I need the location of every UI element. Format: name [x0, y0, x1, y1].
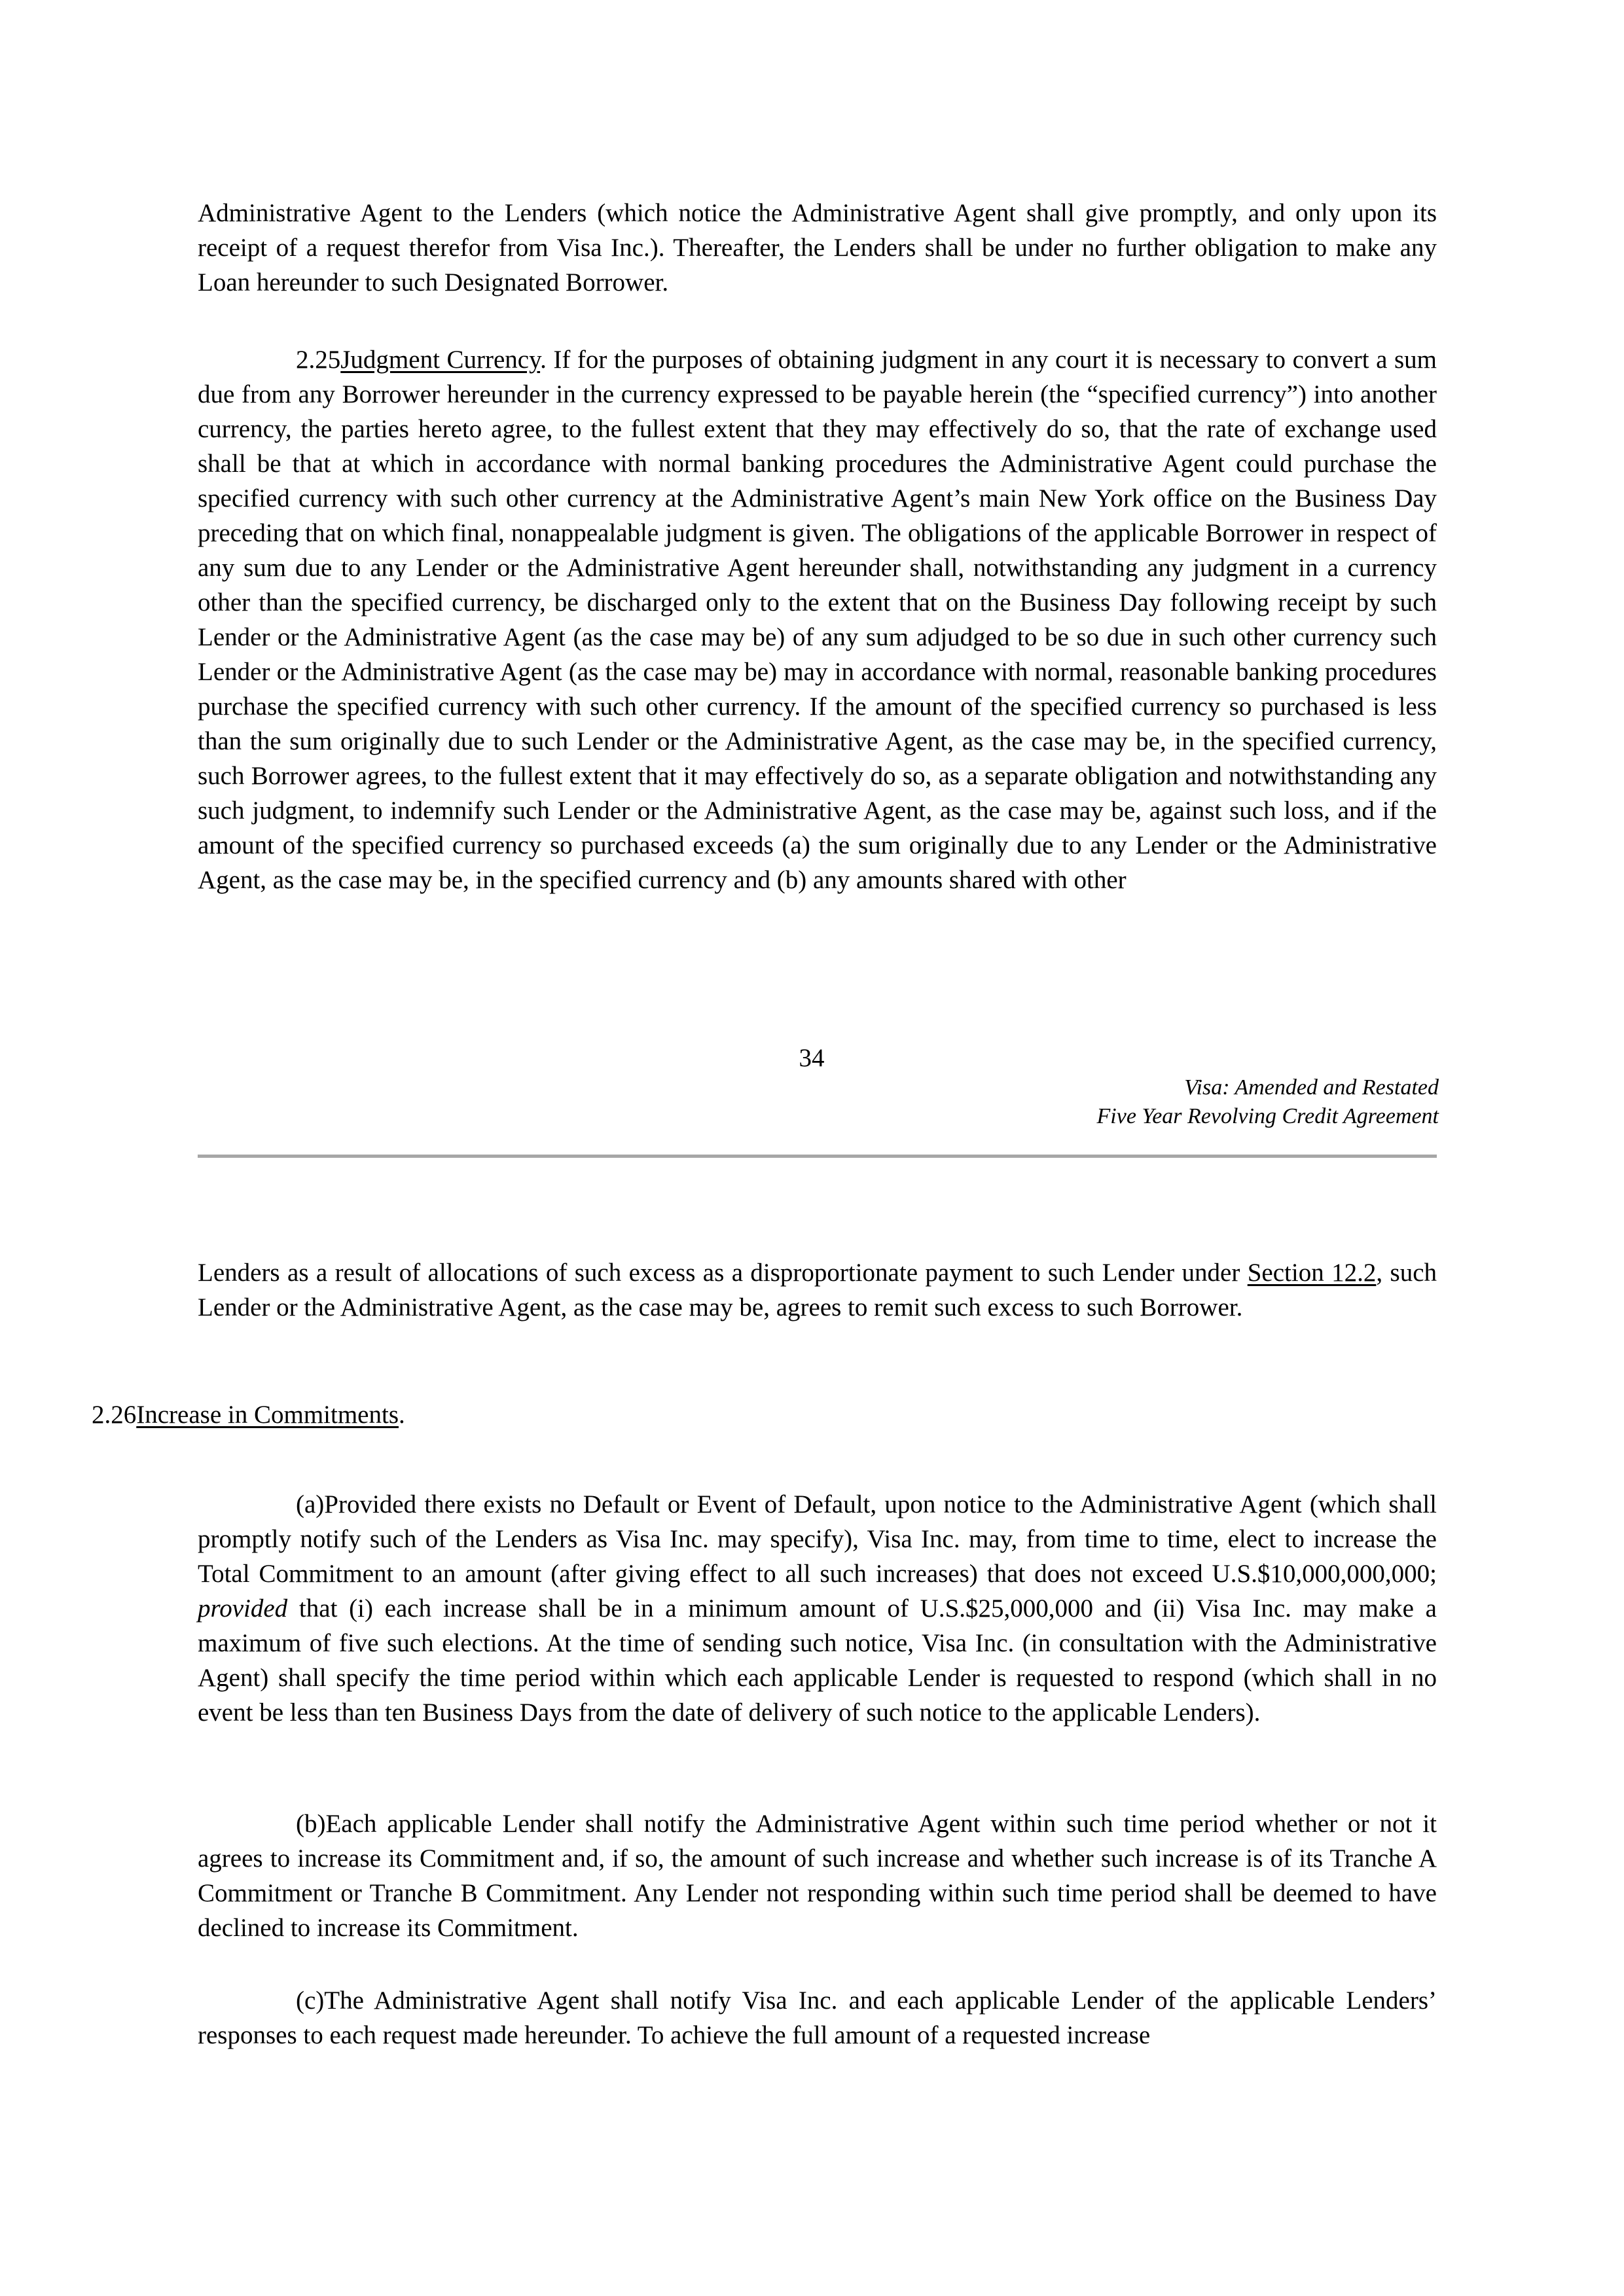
footer-line-2: Five Year Revolving Credit Agreement [1096, 1104, 1439, 1128]
text-segment: (a)Provided there exists no Default or Event of Default, upon notice to the Administrative Agent (which shall promptly notify such of the Lenders as Visa Inc. may specify), Visa Inc. may, from time to time, elect to increase the Total Commitment to an amount (after giving effect to all such increases) that does not exceed U.S.$10,000,000,000; [198, 1490, 1437, 1588]
section-heading: Increase in Commitments [136, 1401, 399, 1429]
section-heading: Judgment Currency [340, 346, 541, 374]
section-2-25-judgment-currency [198, 342, 1437, 897]
paragraph-text: Administrative Agent to the Lenders (which notice the Administrative Agent shall give promptly, and only upon its receipt of a request therefor from Visa Inc.). Thereafter, the Lenders shall be under no further obligation to make any Loan hereunder to such Designated Borrower. [198, 199, 1437, 296]
page-number: 34 [799, 1044, 825, 1072]
section-12-2-reference: Section 12.2 [1247, 1259, 1377, 1287]
italic-provided: provided [198, 1594, 288, 1623]
text-segment: Lenders as a result of allocations of such excess as a disproportionate payment to such Lender under [198, 1259, 1248, 1287]
paragraph-text [198, 1255, 1437, 1325]
section-body: . If for the purposes of obtaining judgment in any court it is necessary to convert a sum due from any Borrower hereunder in the currency expressed to be payable herein (the “specified currency”) into another currency, the parties hereto agree, to the fullest extent that they may effectively do so, that the rate of exchange used shall be that at which in accordance with normal banking procedures the Administrative Agent could purchase the specified currency with such other currency at the Administrative Agent’s main New York office on the Business Day preceding that on which final, nonappealable judgment is given. The obligations of the applicable Borrower in respect of any sum due to any Lender or the Administrative Agent hereunder shall, notwithstanding any judgment in a currency other than the specified currency, be discharged only to the extent that on the Business Day following receipt by such Lender or the Administrative Agent (as the case may be) of any sum adjudged to be so due in such other currency such Lender or the Administrative Agent (as the case may be) may in accordance with normal, reasonable banking procedures purchase the specified currency with such other currency. If the amount of the specified currency so purchased is less than the sum originally due to such Lender or the Administrative Agent, as the case may be, in the specified currency, such Borrower agrees, to the fullest extent that it may effectively do so, as a separate obligation and notwithstanding any such judgment, to indemnify such Lender or the Administrative Agent, as the case may be, against such loss, and if the amount of the specified currency so purchased exceeds (a) the sum originally due to any Lender or the Administrative Agent, as the case may be, in the specified currency and (b) any amounts shared with other [198, 346, 1437, 894]
heading-period: . [399, 1401, 405, 1429]
page-footer [1097, 1073, 1439, 1131]
paragraph-text [198, 1487, 1437, 1730]
paragraph-text: (b)Each applicable Lender shall notify the Administrative Agent within such time period whether or not it agrees to increase its Commitment and, if so, the amount of such increase and whether such increase is of its Tranche A Commitment or Tranche B Commitment. Any Lender not responding within such time period shall be deemed to have declined to increase its Commitment. [198, 1810, 1437, 1942]
section-number: 2.25 [296, 346, 341, 374]
text-segment: that (i) each increase shall be in a minimum amount of U.S.$25,000,000 and (ii) Visa Inc. may make a maximum of five such elections. At the time of sending such notice, Visa Inc. (in consultation with the Administrative Agent) shall specify the time period within which each applicable Lender is requested to respond (which shall in no event be less than ten Business Days from the date of delivery of such notice to the applicable Lenders). [198, 1594, 1437, 1727]
paragraph-2-26-b [198, 1806, 1437, 1945]
page-divider [198, 1155, 1437, 1158]
text-segment: , such Lender or the Administrative Agent, as the case may be, agrees to remit such excess to such Borrower. [198, 1259, 1437, 1321]
paragraph-2-25 [198, 342, 1437, 897]
section-2-26-heading [92, 1397, 405, 1432]
paragraph-designated-borrower-termination [198, 196, 1437, 300]
paragraph-lenders-remit-excess [198, 1255, 1437, 1325]
paragraph-2-26-a [198, 1487, 1437, 1730]
section-number: 2.26 [92, 1401, 137, 1429]
paragraph-2-26-c [198, 1983, 1437, 2053]
footer-line-1: Visa: Amended and Restated [1184, 1075, 1439, 1100]
paragraph-text: (c)The Administrative Agent shall notify Visa Inc. and each applicable Lender of the applicable Lenders’ responses to each request made hereunder. To achieve the full amount of a requested increase [198, 1986, 1437, 2049]
